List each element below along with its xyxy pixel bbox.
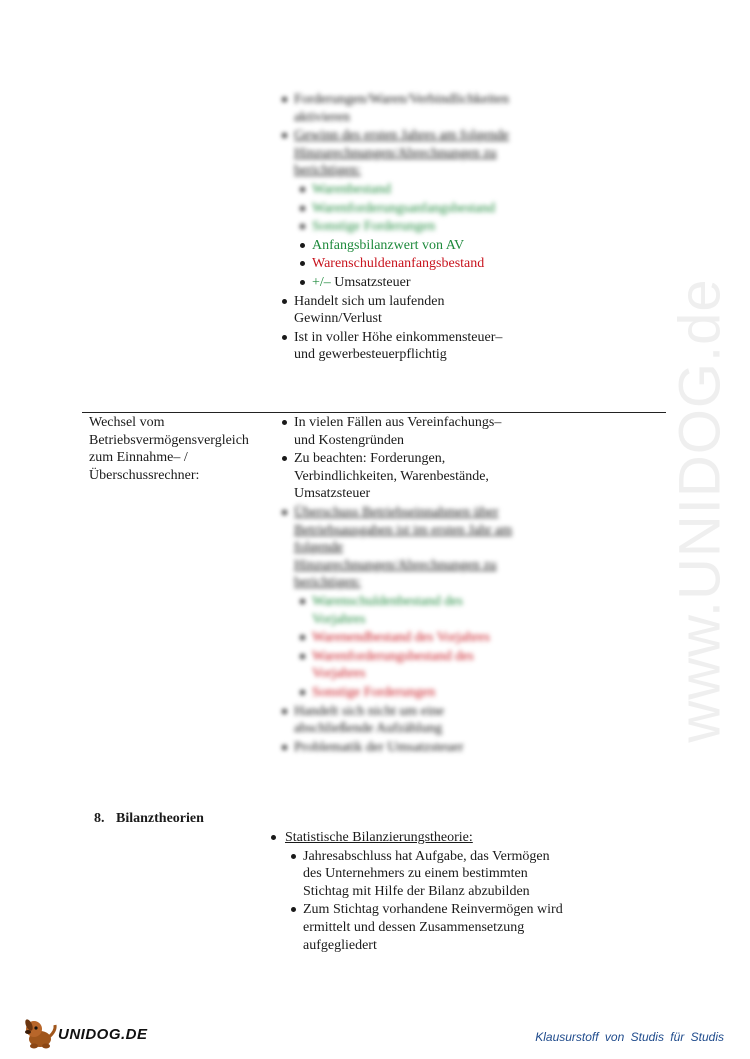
blurred-sub-bullet: Warenbestand xyxy=(282,181,517,199)
blurred-sub-bullet: Warenendbestand des Vorjahres xyxy=(282,629,517,647)
blurred-bullet: Gewinn des ersten Jahres am folgende Hinzurechnungen/Abrechnungen zu berichtigen: xyxy=(282,127,517,180)
watermark: www.UNIDOG.de xyxy=(667,277,733,743)
bullet-vereinfachung: In vielen Fällen aus Vereinfachungs– und Kostengründen xyxy=(282,414,517,449)
section-heading xyxy=(94,811,204,827)
top-bullet-column xyxy=(282,91,517,365)
theory-list xyxy=(271,829,571,955)
blurred-bullet: Problematik der Umsatzsteuer xyxy=(282,739,517,757)
logo-text: UNIDOG.DE xyxy=(58,1026,148,1043)
blurred-bullet: Handelt sich nicht um eine abschließende Aufzählung xyxy=(282,703,517,738)
blurred-bullet: Forderungen/Waren/Verbindlichkeiten aktivieren xyxy=(282,91,517,126)
bullet-laufender-gewinn: Handelt sich um laufenden Gewinn/Verlust xyxy=(282,293,517,328)
umsatzsteuer-text: Umsatzsteuer xyxy=(334,274,411,290)
bullet-zu-beachten: Zu beachten: Forderungen, Verbindlichkeiten, Warenbestände, Umsatzsteuer xyxy=(282,450,517,503)
footer-slogan: Klausurstoff von Studis für Studis xyxy=(535,1030,724,1044)
plus-minus-sign: +/– xyxy=(312,274,331,290)
sub-bullet-warenschulden: Warenschuldenanfangsbestand xyxy=(282,255,517,273)
row-label-wechsel: Wechsel vom Betriebsvermögensvergleich zum Einnahme– /Überschussrechner: xyxy=(89,415,249,483)
theory-point: Zum Stichtag vorhandene Reinvermögen wird ermittelt und dessen Zusammensetzung aufgegliedert xyxy=(271,901,571,954)
sub-bullet-anfangsbilanzwert: Anfangsbilanzwert von AV xyxy=(282,237,517,255)
blurred-sub-bullet: Warenforderungsanfangsbestand xyxy=(282,200,517,218)
blurred-sub-bullet: Warenschuldenbestand des Vorjahres xyxy=(282,593,517,628)
blurred-sub-bullet: Warenforderungsbestand des Vorjahres xyxy=(282,648,517,683)
theory-title: Statistische Bilanzierungstheorie: xyxy=(271,829,571,847)
table-row-divider xyxy=(82,412,666,413)
sub-bullet-umsatzsteuer xyxy=(282,274,517,292)
bullet-steuerpflichtig: Ist in voller Höhe einkommensteuer– und gewerbesteuerpflichtig xyxy=(282,329,517,364)
dog-icon xyxy=(22,1015,62,1051)
section-number: 8. xyxy=(94,811,105,826)
section-title: Bilanztheorien xyxy=(116,811,204,826)
row-bullet-column xyxy=(282,414,517,757)
unidog-logo xyxy=(22,1015,152,1051)
blurred-bullet: Überschuss Betriebseinnahmen über Betriebsausgaben ist im ersten Jahr am folgende Hinzurechnungen/Abrechnungen zu berichtigen: xyxy=(282,504,517,592)
theory-point: Jahresabschluss hat Aufgabe, das Vermögen des Unternehmers zu einem bestimmten Stichtag mit Hilfe der Bilanz abzubilden xyxy=(271,848,571,901)
blurred-sub-bullet: Sonstige Forderungen xyxy=(282,218,517,236)
blurred-sub-bullet: Sonstige Forderungen xyxy=(282,684,517,702)
